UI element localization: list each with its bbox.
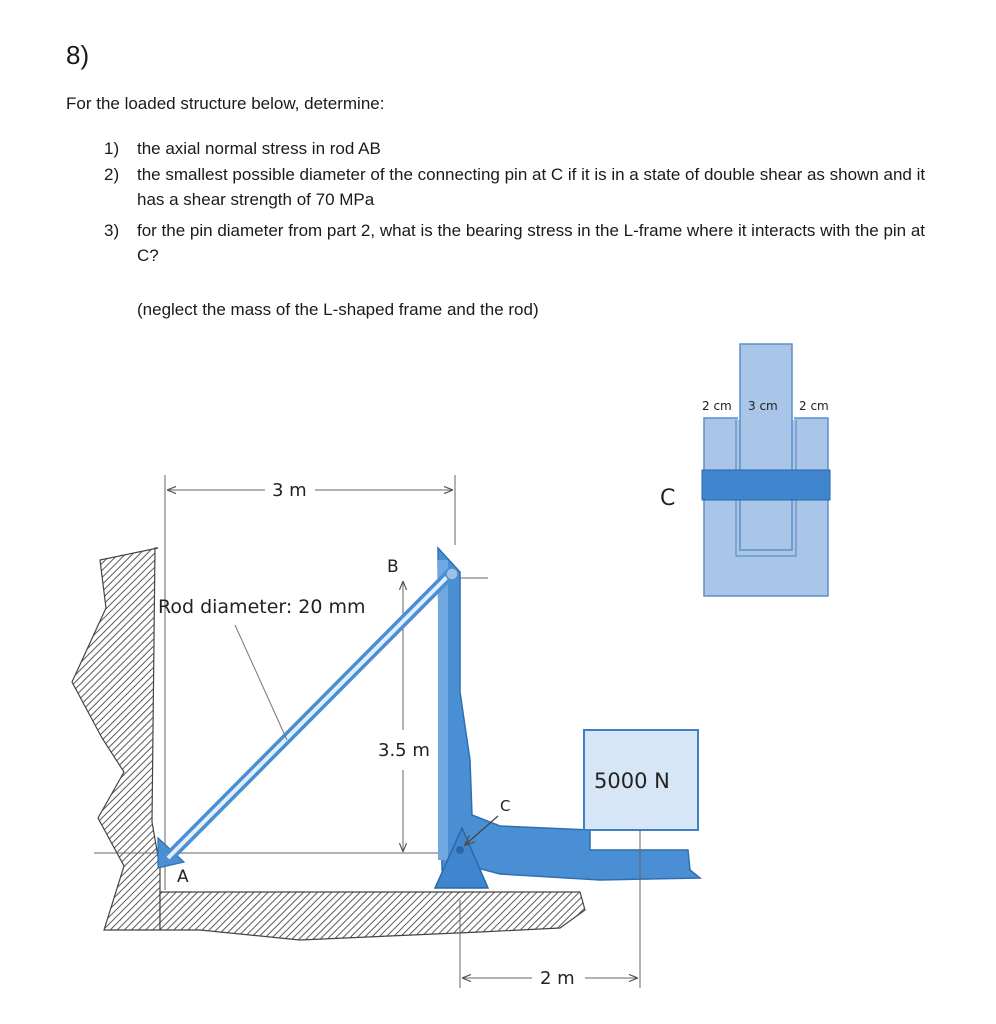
center-plate	[740, 344, 792, 550]
hatched-ground	[160, 892, 585, 940]
question-intro: For the loaded structure below, determine:	[66, 94, 385, 113]
joint-b	[446, 568, 458, 580]
item-text: for the pin diameter from part 2, what is the bearing stress in the L-frame where it interacts with the pin at C?	[137, 221, 926, 265]
pin-bar	[702, 470, 830, 500]
dim-bottom-label: 2 m	[540, 968, 575, 989]
detail-dim-label: 3 cm	[748, 399, 778, 413]
detail-dim-label: 2 cm	[799, 399, 829, 413]
neglect-note: (neglect the mass of the L-shaped frame and the rod)	[137, 300, 539, 319]
detail-label-c: C	[660, 486, 676, 511]
dim-width-label: 3 m	[272, 480, 307, 501]
dim-height-label: 3.5 m	[378, 740, 430, 761]
label-c-pin: C	[500, 797, 511, 815]
pin-c	[456, 846, 464, 854]
item-number: 1)	[104, 139, 120, 158]
rod-diameter-label: Rod diameter: 20 mm	[158, 596, 366, 618]
label-a: A	[177, 867, 189, 887]
item-text: the axial normal stress in rod AB	[137, 139, 381, 158]
load-label: 5000 N	[594, 769, 670, 793]
hatched-wall	[72, 548, 160, 930]
question-number: 8)	[66, 40, 90, 70]
detail-dim-label: 2 cm	[702, 399, 732, 413]
pin-detail	[702, 344, 830, 596]
item-text: the smallest possible diameter of the connecting pin at C if it is in a state of double shear as shown and it has a shear strength of 70 MPa	[137, 165, 926, 209]
rod-leader-line	[235, 625, 287, 740]
item-number: 3)	[104, 221, 120, 240]
frame-highlight	[438, 560, 448, 860]
label-b: B	[387, 557, 399, 577]
item-number: 2)	[104, 165, 120, 184]
